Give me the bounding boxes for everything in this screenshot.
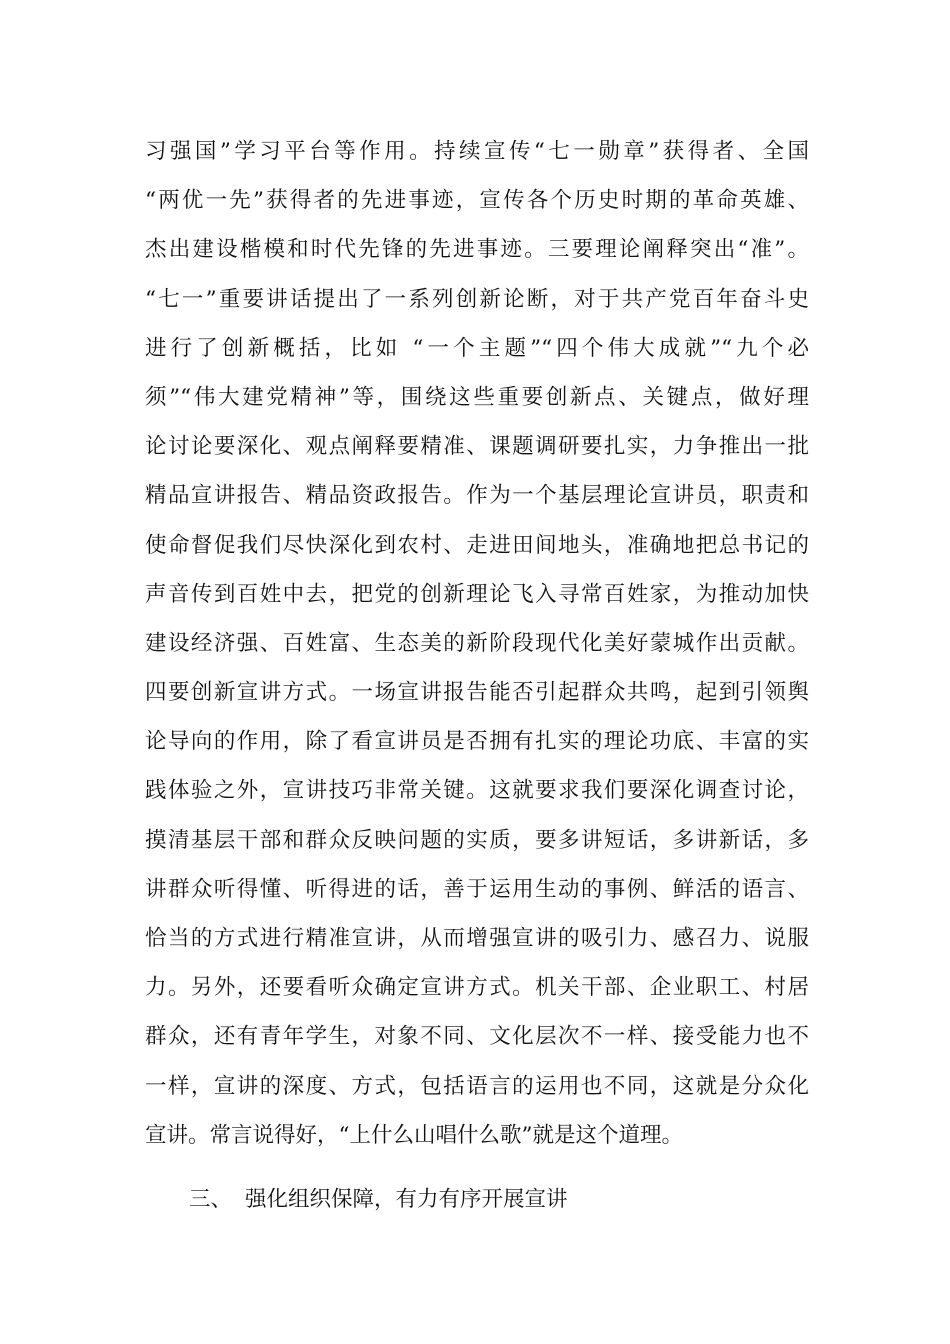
paragraph-line: 进行了创新概括，比如 “一个主题”“四个伟大成就”“九个必: [145, 335, 809, 361]
paragraph-line: “七一”重要讲话提出了一系列创新论断，对于共产党百年奋斗史: [145, 286, 809, 312]
paragraph-line: 四要创新宣讲方式。一场宣讲报告能否引起群众共鸣，起到引领舆: [145, 680, 809, 706]
paragraph-line: 论讨论要深化、观点阐释要精准、课题调研要扎实，力争推出一批: [145, 434, 809, 460]
paragraph-line: 论导向的作用，除了看宣讲员是否拥有扎实的理论功底、丰富的实: [145, 729, 809, 755]
paragraph-line: 恰当的方式进行精准宣讲，从而增强宣讲的吸引力、感召力、说服: [145, 926, 809, 951]
paragraph-line: 宣讲。常言说得好，“上什么山唱什么歌”就是这个道理。: [145, 1122, 683, 1148]
paragraph-line: 力。另外，还要看听众确定宣讲方式。机关干部、企业职工、村居: [145, 975, 809, 1001]
paragraph-line: 建设经济强、百姓富、生态美的新阶段现代化美好蒙城作出贡献。: [145, 630, 809, 656]
paragraph-line: 习强国”学习平台等作用。持续宣传“七一勋章”获得者、全国: [145, 139, 809, 164]
paragraph-line: 使命督促我们尽快深化到农村、走进田间地头，准确地把总书记的: [145, 532, 809, 558]
paragraph-line: “两优一先”获得者的先进事迹，宣传各个历史时期的革命英雄、: [145, 188, 809, 214]
paragraph-line: 精品宣讲报告、精品资政报告。作为一个基层理论宣讲员，职责和: [145, 483, 809, 509]
paragraph-line: 讲群众听得懂、听得进的话，善于运用生动的事例、鲜活的语言、: [145, 876, 809, 902]
body-paragraph: [145, 127, 809, 1160]
section-title: 强化组织保障，有力有序开展宣讲: [245, 1187, 568, 1212]
section-number: 三、: [189, 1187, 233, 1212]
paragraph-line: 杰出建设楷模和时代先锋的先进事迹。三要理论阐释突出“准”。: [145, 237, 809, 263]
paragraph-line: 摸清基层干部和群众反映问题的实质，要多讲短话，多讲新话，多: [145, 827, 809, 853]
paragraph-line: 践体验之外，宣讲技巧非常关键。这就要求我们要深化调查讨论，: [145, 778, 809, 804]
paragraph-line: 群众，还有青年学生，对象不同、文化层次不一样、接受能力也不: [145, 1024, 809, 1050]
paragraph-line: 声音传到百姓中去，把党的创新理论飞入寻常百姓家，为推动加快: [145, 581, 809, 607]
paragraph-line: 须”“伟大建党精神”等，围绕这些重要创新点、关键点，做好理: [145, 384, 809, 410]
paragraph-line: 一样，宣讲的深度、方式，包括语言的运用也不同，这就是分众化: [145, 1073, 809, 1099]
section-heading: [189, 1175, 568, 1224]
